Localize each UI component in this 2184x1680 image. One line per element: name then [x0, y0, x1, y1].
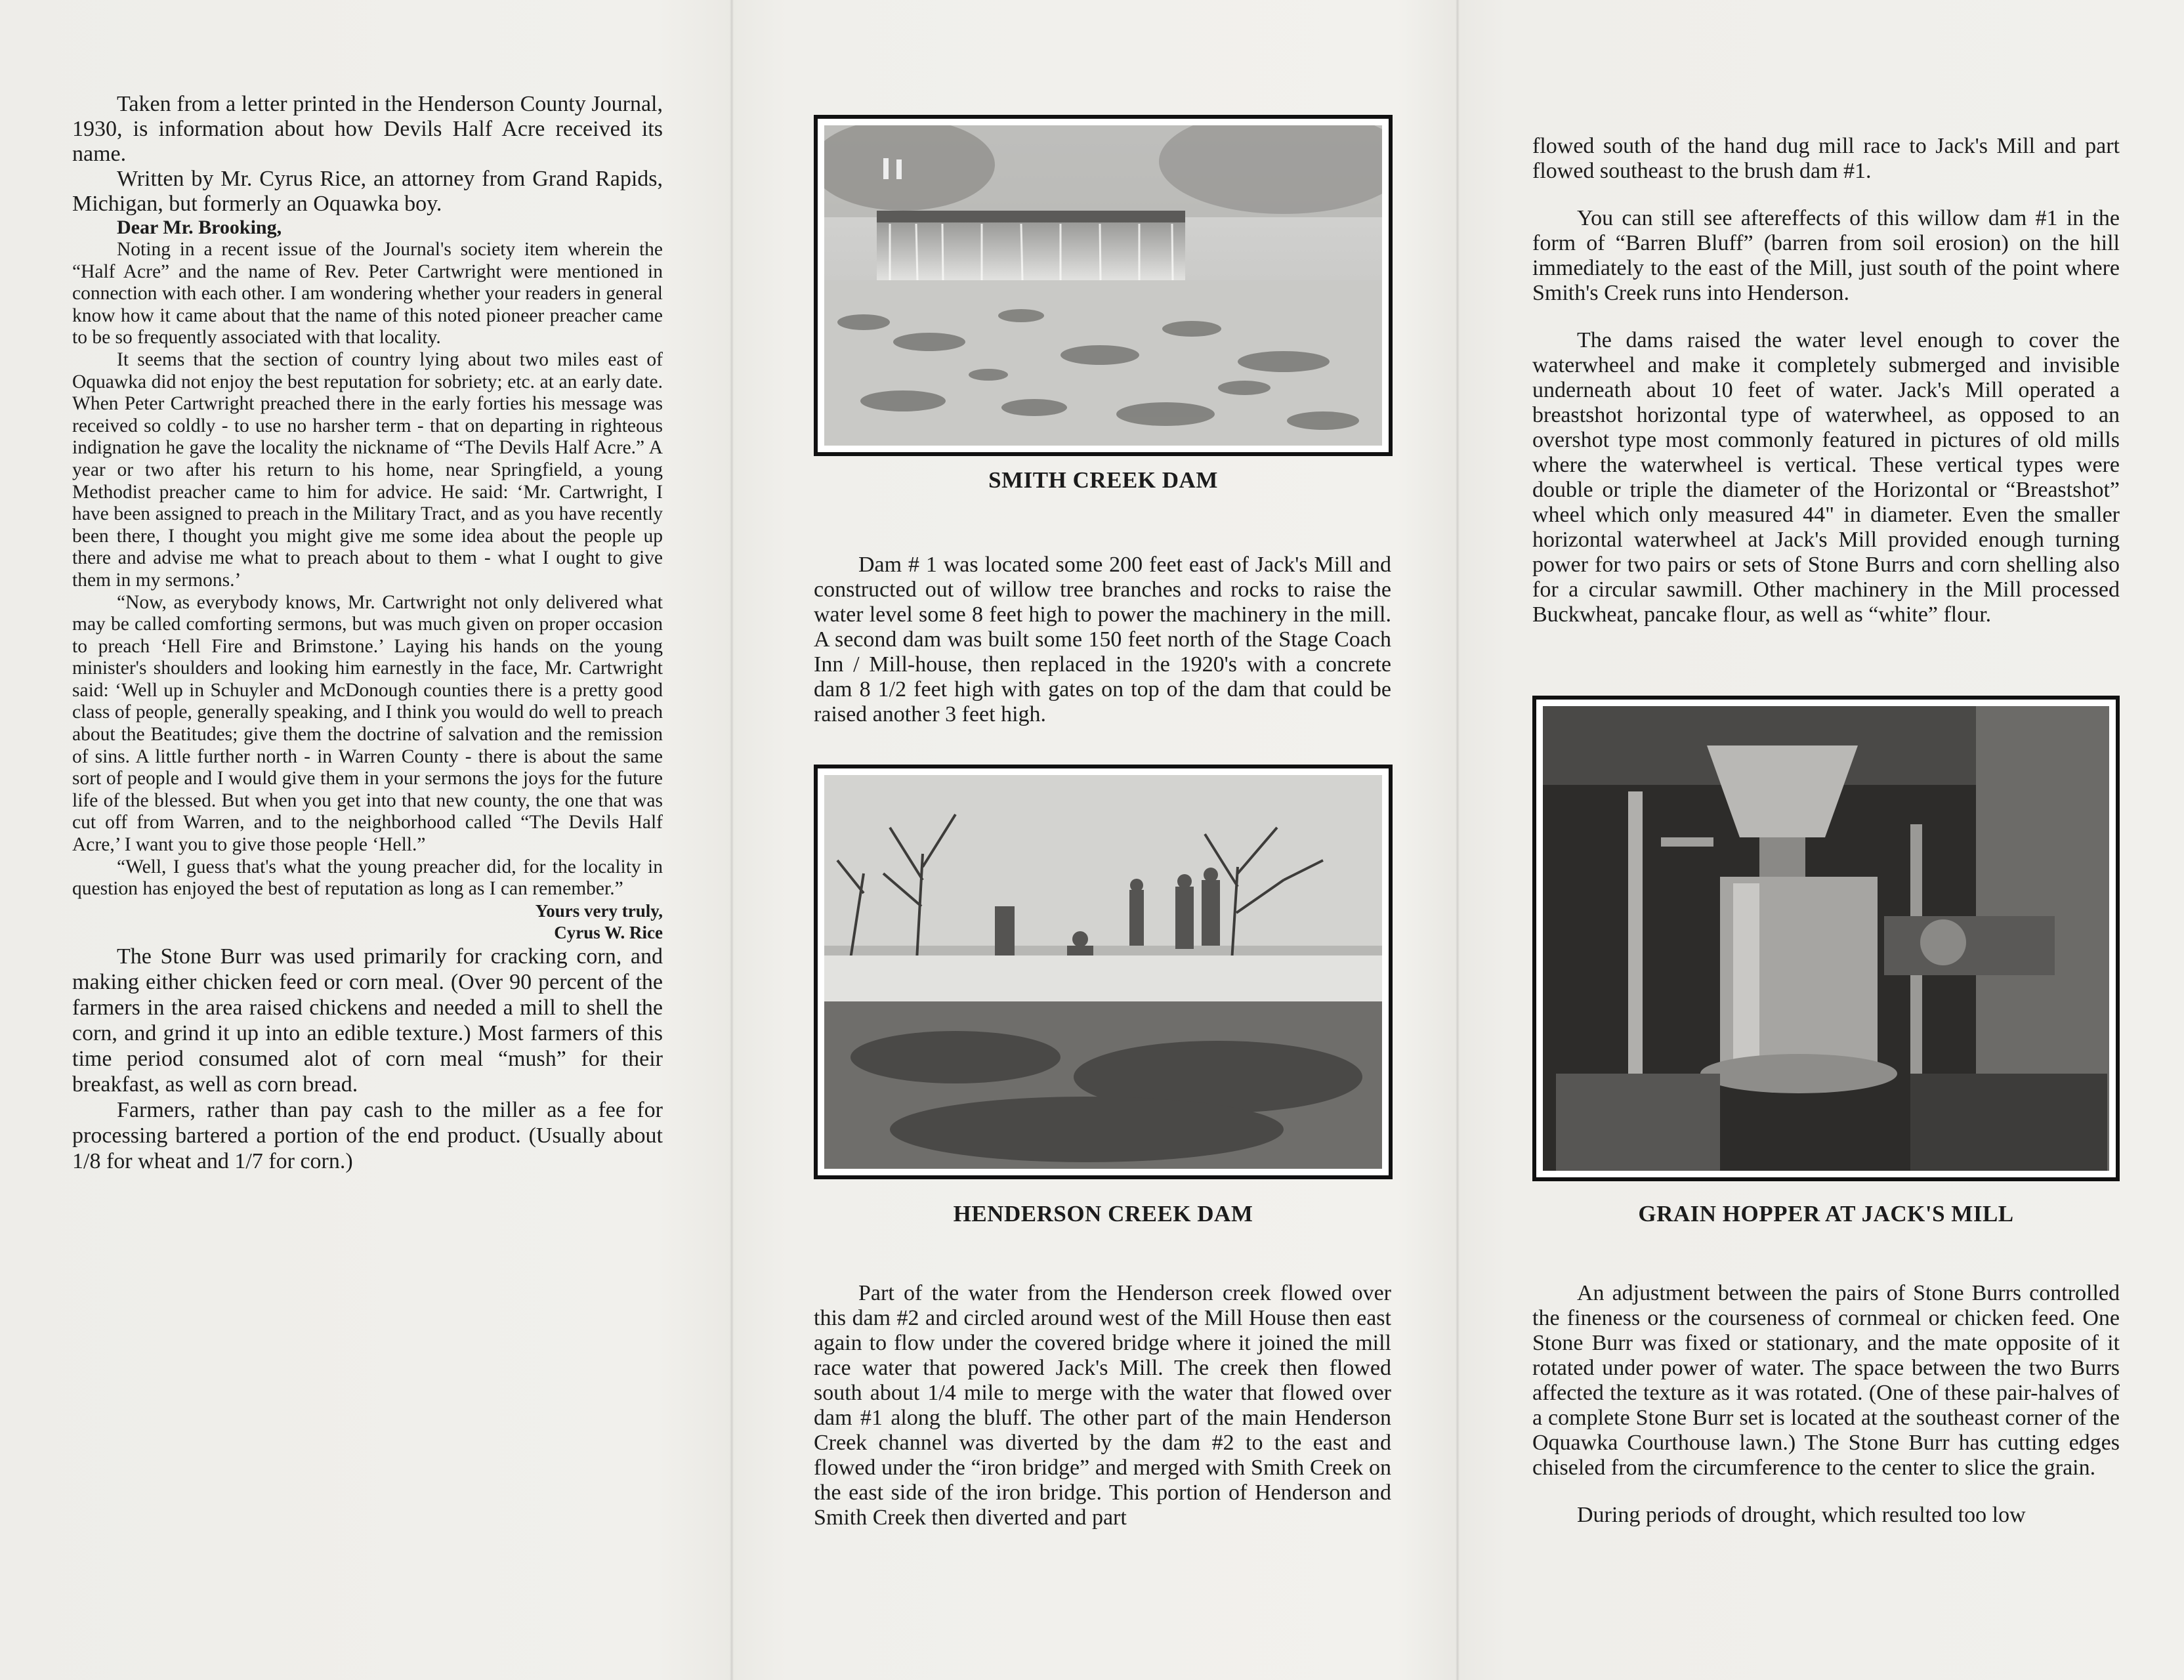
caption-henderson-creek-dam: HENDERSON CREEK DAM	[953, 1201, 1253, 1227]
stone-burr-paragraph: The Stone Burr was used primarily for cracking corn, and making either chicken feed or corn meal. (Over 90 percent of the farmers in the area raised chickens and needed a mill to shell the corn, and grind it up into an edible texture.) Most farmers of this time period consumed alot of corn meal “mush” for their breakfast, as well as corn bread.	[72, 944, 663, 1097]
grain-hopper-image	[1543, 706, 2109, 1171]
farmers-paragraph: Farmers, rather than pay cash to the miller as a fee for processing bartered a portion of the end product. (Usually about 1/8 for wheat and 1/7 for corn.)	[72, 1097, 663, 1173]
author-paragraph: Written by Mr. Cyrus Rice, an attorney from Grand Rapids, Michigan, but formerly an Oquawka boy.	[72, 167, 663, 216]
dam-waterfall-image	[824, 125, 1382, 446]
fold-line-left	[730, 0, 734, 1680]
henderson-creek-text	[814, 1259, 1391, 1553]
drought-paragraph: During periods of drought, which resulted too low	[1577, 1503, 2026, 1527]
smith-creek-dam-photo	[814, 115, 1393, 456]
henderson-creek-dam-photo	[814, 765, 1393, 1179]
waterwheel-paragraph: The dams raised the water level enough to cover the waterwheel and make it completely submerged and invisible underneath about 10 feet of water. Jack's Mill operated a breastshot horizontal type of waterwheel, as opposed to an overshot type most commonly featured in pictures of old mills where the waterwheel is vertical. These vertical types were double or triple the diameter of the Horizontal or “Breastshot” wheel which only measured 44" in diameter. Even the smaller horizontal waterwheel at Jack's Mill provided enough turning power for two pairs or sets of Stone Burrs and corn shelling also for a circular sawmill. Other machinery in the Mill processed Buckwheat, pancake flour, as well as “white” flour.	[1532, 328, 2120, 627]
letter-closing: Yours very truly,	[535, 900, 663, 921]
caption-smith-creek-dam: SMITH CREEK DAM	[988, 467, 1218, 493]
letter-paragraph: It seems that the section of country lying about two miles east of Oquawka did not enjoy the best reputation for sobriety; etc. at an early date. When Peter Cartwright preached there in the early forties his message was received so coldly - to use no harsher term - that on departing in righteous indignation he gave the locality the nickname of “The Devils Half Acre.” A year or two after his return to his home, near Springfield, a young Methodist preacher came to him for advice. He said: ‘Mr. Cartwright, I have been assigned to preach in the Military Tract, and as you have recently been there, I thought you might give me some idea about the people up there and advise me what to preach about to them - what I ought to give them in my sermons.’	[72, 348, 663, 591]
grain-hopper-photo	[1532, 696, 2120, 1181]
dam-one-paragraph: Dam # 1 was located some 200 feet east of Jack's Mill and constructed out of willow tree branches and rocks to raise the water level some 8 feet high to power the machinery in the mill. A second dam was built some 150 feet north of the Stage Coach Inn / Mill-house, then replaced in the 1920's with a concrete dam 8 1/2 feet high with gates on top of the dam that could be raised another 3 feet high.	[814, 553, 1391, 726]
dam-people-image	[824, 775, 1382, 1169]
letter-paragraph: “Now, as everybody knows, Mr. Cartwright not only delivered what may be called comforting sermons, but was much given on proper occasion to preach ‘Hell Fire and Brimstone.’ Laying his hands on the young minister's shoulders and looking him earnestly in the face, Mr. Cartwright said: ‘Well up in Schuyler and McDonough counties there is a pretty good class of people, generally speaking, and I think you would do well to preach about the Beatitudes; give them the doctrine of salvation and the remission of sins. A little further north - in Warren County - there is about the same sort of people and I would give them in your sermons the joys for the future life of the blessed. But when you get into that new county, the one that was cut off from Warren, and to the neighborhood called “The Devils Half Acre,’ I want you to give those people ‘Hell.”	[72, 591, 663, 856]
barren-bluff-paragraph: You can still see aftereffects of this willow dam #1 in the form of “Barren Bluff” (barren from soil erosion) on the hill immediately to the east of the Mill, just south of the point where Smith's Creek runs into Henderson.	[1532, 206, 2120, 305]
stone-burrs-text	[1532, 1259, 2120, 1550]
dam-one-text	[814, 530, 1391, 749]
intro-paragraph: Taken from a letter printed in the Henderson County Journal, 1930, is information about how Devils Half Acre received its name.	[72, 92, 663, 166]
column-letter	[72, 0, 663, 1174]
stone-burrs-paragraph: An adjustment between the pairs of Stone Burrs controlled the fineness or the courseness of cornmeal or chicken feed. One Stone Burr was fixed or stationary, and the mate opposite of it rotated under power of water. The space between the two Burrs affected the texture as it was rotated. (One of these pair-halves of a complete Stone Burr set is located at the southeast corner of the Oquawka Courthouse lawn.) The Stone Burr has cutting edges chiseled from the circumference to the center to slice the grain.	[1532, 1281, 2120, 1480]
water-flow-text	[1532, 112, 2120, 650]
fold-line-right	[1456, 0, 1460, 1680]
letter-paragraph: “Well, I guess that's what the young preacher did, for the locality in question has enjoyed the best of reputation as long as I can remember.”	[72, 856, 663, 900]
caption-grain-hopper: GRAIN HOPPER AT JACK'S MILL	[1638, 1201, 2014, 1227]
letter-signature: Cyrus W. Rice	[554, 922, 663, 942]
henderson-creek-paragraph: Part of the water from the Henderson creek flowed over this dam #2 and circled around west of the Mill House then east again to flow under the covered bridge where it joined the mill race water that powered Jack's Mill. The creek then flowed south about 1/4 mile to merge with the water that flowed over dam #1 along the bluff. The other part of the main Henderson Creek channel was diverted by the dam #2 to the east and flowed under the “iron bridge” and merged with Smith Creek on the east side of the iron bridge. This portion of Henderson and Smith Creek then diverted and part	[814, 1281, 1391, 1530]
continued-paragraph: flowed south of the hand dug mill race to Jack's Mill and part flowed southeast to the brush dam #1.	[1532, 134, 2120, 183]
letter-paragraph: Noting in a recent issue of the Journal's society item wherein the “Half Acre” and the name of Rev. Peter Cartwright were mentioned in connection with each other. I am wondering whether your readers in general know how it came about that the name of this noted pioneer preacher came to be so frequently associated with that locality.	[72, 239, 663, 348]
letter-salutation: Dear Mr. Brooking,	[117, 217, 282, 238]
